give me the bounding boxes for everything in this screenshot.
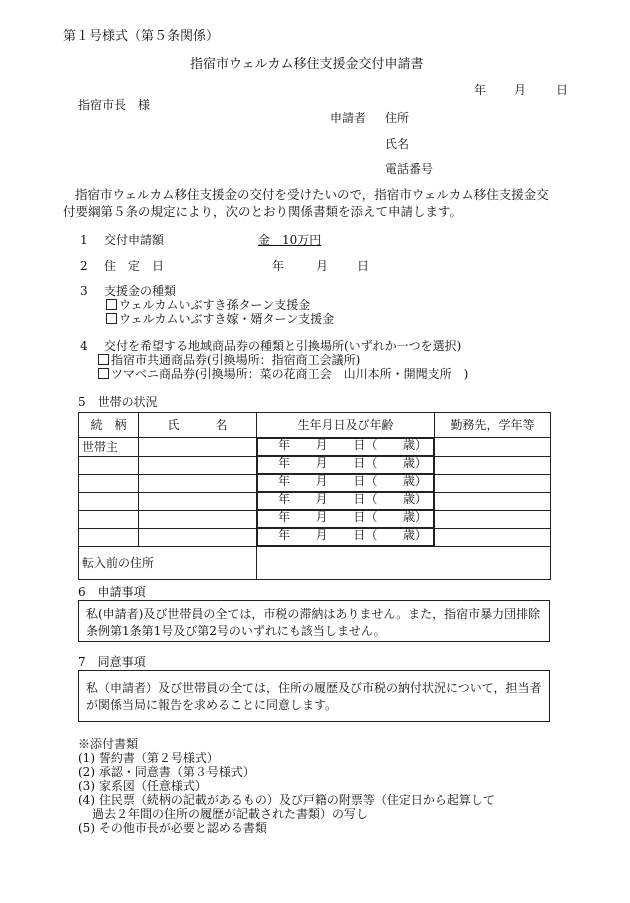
dob-cell[interactable]: 年 月 日（ 歳）: [257, 456, 434, 474]
item1-label: 交付申請額: [104, 233, 165, 247]
date-year: 年: [474, 83, 487, 97]
table-row: [79, 456, 551, 474]
dob-cell[interactable]: 年 月 日（ 歳）: [257, 510, 434, 528]
name-cell[interactable]: [139, 474, 257, 492]
attachment-item: (4) 住民票（続柄の記載があるもの）及び戸籍の附票等（住定日から起算して: [78, 793, 495, 807]
declaration-title: 6 申請事項: [78, 585, 146, 599]
prev-address-row: [79, 547, 551, 580]
attachment-item-continued: 過去２年間の住所の履歴が記載された書類）の写し: [92, 807, 369, 821]
relation-cell[interactable]: [79, 510, 139, 528]
checkbox-icon[interactable]: [98, 354, 109, 365]
declaration-box: [78, 600, 550, 642]
checkbox-icon[interactable]: [106, 299, 117, 310]
grant-option-grandchild[interactable]: ウェルカムいぶすき孫ターン支援金: [106, 299, 310, 311]
item4-number: 4: [80, 339, 88, 353]
header-dob-age: 生年月日及び年齢: [257, 413, 435, 438]
settle-year: 年: [272, 259, 285, 273]
name-cell[interactable]: [139, 528, 257, 547]
household-table: [78, 412, 551, 580]
dob-cell[interactable]: 年 月 日（ 歳）: [257, 474, 434, 492]
table-row: [79, 474, 551, 492]
household-header-row: [79, 413, 551, 438]
declaration-text: 私(申請者)及び世帯員の全ては，市税の滞納はありません。また，指宿市暴力団排除条例第1条第1号及び第2号のいずれにも該当しません。: [86, 607, 541, 638]
item3-number: 3: [80, 284, 88, 298]
workplace-cell[interactable]: [435, 438, 551, 457]
relation-cell[interactable]: [79, 474, 139, 492]
item4-label: 交付を希望する地域商品券の種類と引換場所(いずれか一つを選択): [104, 339, 462, 353]
settle-day: 日: [357, 259, 370, 273]
household-section-title: 5 世帯の状況: [78, 395, 158, 409]
workplace-cell[interactable]: [435, 528, 551, 547]
grant-option-spouse[interactable]: ウェルカムいぶすき嫁・婿ターン支援金: [106, 313, 334, 325]
name-cell[interactable]: [139, 510, 257, 528]
table-row: [79, 510, 551, 528]
settle-month: 月: [316, 259, 329, 273]
table-row: [79, 438, 551, 457]
prev-address-label: 転入前の住所: [82, 556, 155, 570]
document-title: 指宿市ウェルカム移住支援金交付申請書: [190, 57, 424, 72]
dob-cell[interactable]: 年 月 日（ 歳）: [257, 528, 434, 546]
relation-cell[interactable]: [79, 456, 139, 474]
attachment-item: (2) 承認・同意書（第３号様式）: [78, 765, 255, 779]
item2-number: 2: [80, 259, 88, 273]
item1-number: 1: [80, 233, 88, 247]
table-row: [79, 528, 551, 547]
workplace-cell[interactable]: [435, 492, 551, 510]
requested-amount: 金 10万円: [258, 233, 322, 247]
date-day: 日: [556, 83, 569, 97]
attachment-item: (1) 誓約書（第２号様式）: [78, 751, 219, 765]
applicant-label: 申請者: [330, 111, 367, 125]
applicant-phone-label: 電話番号: [385, 162, 434, 176]
workplace-cell[interactable]: [435, 510, 551, 528]
relation-cell[interactable]: [79, 492, 139, 510]
header-name: 氏 名: [139, 413, 257, 438]
consent-box: [78, 670, 550, 722]
consent-text: 私（申請者）及び世帯員の全ては，住所の履歴及び市税の納付状況について，担当者が関係当局に報告を求めることに同意します。: [86, 681, 542, 712]
form-number: 第１号様式（第５条関係）: [63, 29, 220, 44]
addressee: 指宿市長 様: [78, 98, 151, 112]
prev-address-field[interactable]: [257, 547, 551, 580]
attachment-item: (5) その他市長が必要と認める書類: [78, 821, 267, 835]
workplace-cell[interactable]: [435, 456, 551, 474]
relation-cell[interactable]: 世帯主: [79, 438, 139, 457]
applicant-name-label: 氏名: [385, 137, 410, 151]
dob-cell[interactable]: 年 月 日（ 歳）: [257, 438, 434, 456]
attachment-item: (3) 家系図（任意様式）: [78, 779, 207, 793]
date-month: 月: [514, 83, 527, 97]
dob-cell[interactable]: 年 月 日（ 歳）: [257, 492, 434, 510]
consent-title: 7 同意事項: [78, 655, 146, 669]
attachments-title: ※添付書類: [78, 737, 139, 751]
header-workplace: 勤務先，学年等: [435, 413, 551, 438]
workplace-cell[interactable]: [435, 474, 551, 492]
table-row: [79, 492, 551, 510]
voucher-option-tsumabeni[interactable]: ツマベニ商品券(引換場所：菜の花商工会 山川本所・開聞支所 ): [98, 368, 468, 380]
relation-cell[interactable]: [79, 528, 139, 547]
voucher-option-ibusuki[interactable]: 指宿市共通商品券(引換場所：指宿商工会議所): [98, 354, 360, 366]
applicant-address-label: 住所: [385, 111, 410, 125]
intro-paragraph: 指宿市ウェルカム移住支援金の交付を受けたいので，指宿市ウェルカム移住支援金交付要綱第５条の規定により，次のとおり関係書類を添えて申請します。: [63, 187, 549, 219]
checkbox-icon[interactable]: [98, 368, 109, 379]
item2-label: 住 定 日: [104, 259, 165, 273]
header-relation: 続 柄: [79, 413, 139, 438]
name-cell[interactable]: [139, 492, 257, 510]
name-cell[interactable]: [139, 456, 257, 474]
name-cell[interactable]: [139, 438, 257, 457]
item3-label: 支援金の種類: [104, 284, 177, 298]
checkbox-icon[interactable]: [106, 313, 117, 324]
